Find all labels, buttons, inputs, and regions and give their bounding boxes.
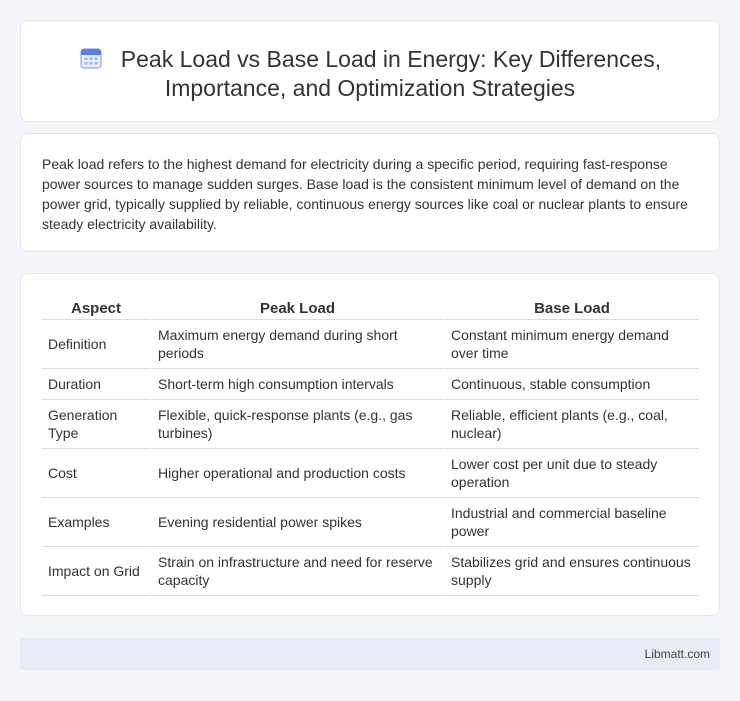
intro-paragraph: Peak load refers to the highest demand for electricity during a specific period, requiring fast-response power sources to manage sudden surges. Base load is the consistent minimum level of demand on the power grid, typically supplied by reliable, continuous energy sources like coal or nuclear plants to ensure steady electricity availability. bbox=[42, 156, 688, 232]
table-row bbox=[42, 449, 699, 498]
title-wrap bbox=[21, 45, 719, 103]
row-aspect: Duration bbox=[42, 369, 150, 400]
row-aspect: Cost bbox=[42, 449, 150, 498]
row-base-load: Stabilizes grid and ensures continuous supply bbox=[443, 547, 699, 596]
row-base-load: Constant minimum energy demand over time bbox=[443, 320, 699, 369]
row-peak-load: Strain on infrastructure and need for reserve capacity bbox=[150, 547, 443, 596]
title-text: Peak Load vs Base Load in Energy: Key Differences, Importance, and Optimization Strategies bbox=[120, 46, 662, 101]
footer-bar bbox=[20, 638, 720, 670]
table-row bbox=[42, 400, 699, 449]
table-row bbox=[42, 547, 699, 596]
table-row bbox=[42, 369, 699, 400]
row-aspect: Definition bbox=[42, 320, 150, 369]
header-card bbox=[20, 20, 720, 122]
table-row bbox=[42, 320, 699, 369]
row-peak-load: Evening residential power spikes bbox=[150, 498, 443, 547]
footer-site-link[interactable]: Libmatt.com bbox=[644, 647, 710, 661]
column-header-peak-load: Peak Load bbox=[150, 294, 443, 320]
row-peak-load: Flexible, quick-response plants (e.g., gas turbines) bbox=[150, 400, 443, 449]
row-base-load: Reliable, efficient plants (e.g., coal, nuclear) bbox=[443, 400, 699, 449]
row-peak-load: Short-term high consumption intervals bbox=[150, 369, 443, 400]
column-header-base-load: Base Load bbox=[443, 294, 699, 320]
row-aspect: Generation Type bbox=[42, 400, 150, 449]
comparison-table-card bbox=[20, 273, 720, 616]
row-base-load: Industrial and commercial baseline power bbox=[443, 498, 699, 547]
calendar-icon bbox=[79, 46, 103, 70]
row-base-load: Continuous, stable consumption bbox=[443, 369, 699, 400]
row-aspect: Examples bbox=[42, 498, 150, 547]
row-peak-load: Maximum energy demand during short periods bbox=[150, 320, 443, 369]
intro-card bbox=[20, 133, 720, 252]
page-title bbox=[21, 45, 719, 103]
column-header-aspect: Aspect bbox=[42, 294, 150, 320]
comparison-table bbox=[42, 294, 699, 596]
row-base-load: Lower cost per unit due to steady operation bbox=[443, 449, 699, 498]
table-row bbox=[42, 498, 699, 547]
row-peak-load: Higher operational and production costs bbox=[150, 449, 443, 498]
row-aspect: Impact on Grid bbox=[42, 547, 150, 596]
table-header-row bbox=[42, 294, 699, 320]
